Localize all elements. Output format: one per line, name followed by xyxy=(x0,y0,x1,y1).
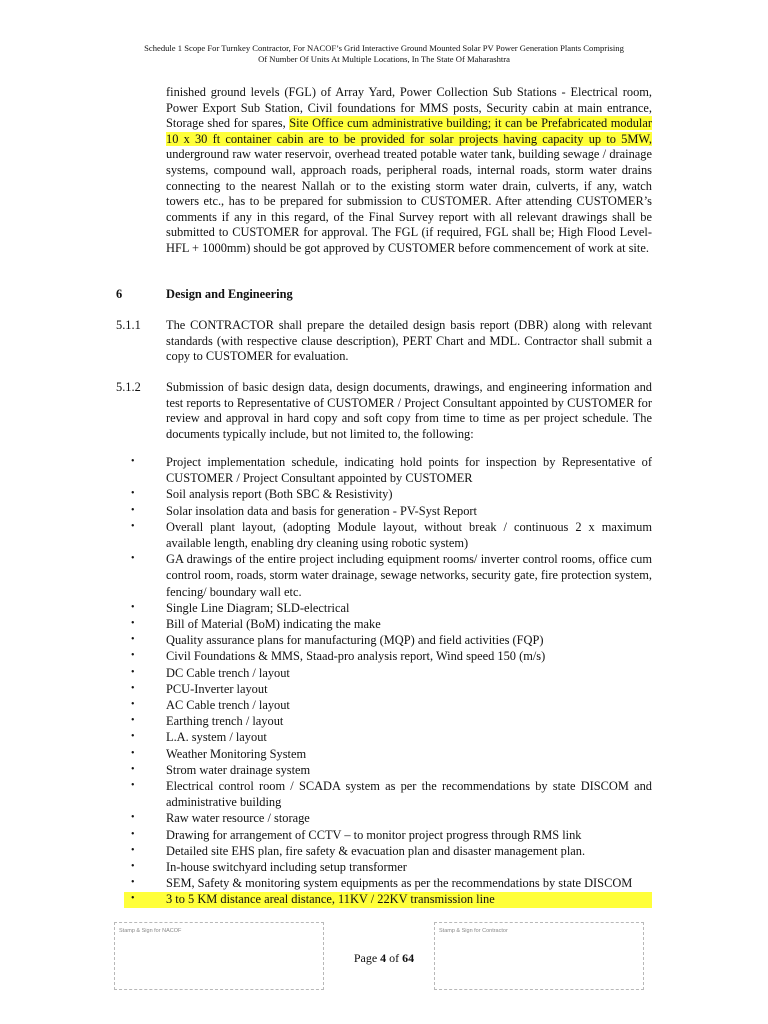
bullet-icon: • xyxy=(131,488,135,500)
bullet-icon: • xyxy=(131,601,135,613)
intro-highlight: Site Office cum administrative building; it can be Prefabricated modular 10 x 30 ft container cabin are to be provided for solar projects having capacity up to 5MW, xyxy=(166,116,652,146)
bullet-icon: • xyxy=(131,682,135,694)
stamp-caption-contractor: Stamp & Sign for Contractor xyxy=(439,928,508,934)
list-item-text: In-house switchyard including setup transformer xyxy=(166,860,407,875)
list-item xyxy=(0,486,652,502)
list-item xyxy=(0,503,652,519)
page-number xyxy=(0,951,768,966)
intro-paragraph xyxy=(166,85,652,257)
bullet-icon: • xyxy=(131,715,135,727)
list-item-text: GA drawings of the entire project including equipment rooms/ inverter control rooms, office cum control room, roads, storm water drainage, sewage networks, security gate, fire protection system, fencing/ boundary wall etc. xyxy=(166,552,652,599)
bullet-icon: • xyxy=(131,861,135,873)
list-item xyxy=(0,762,652,778)
list-item xyxy=(0,616,652,632)
clause-text: Submission of basic design data, design documents, drawings, and engineering information and test reports to Representative of CUSTOMER / Project Consultant appointed by CUSTOMER for review and approval in hard copy and soft copy from time to time as per project schedule. The documents typically include, but not limited to, the following: xyxy=(166,380,652,441)
list-item xyxy=(0,891,652,907)
section-title: Design and Engineering xyxy=(166,287,293,301)
list-item-text: Solar insolation data and basis for generation - PV-Syst Report xyxy=(166,503,477,518)
bullet-icon: • xyxy=(131,844,135,856)
list-item-text: Electrical control room / SCADA system as per the recommendations by state DISCOM and administrative building xyxy=(166,779,652,810)
list-item xyxy=(0,810,652,826)
bullet-icon: • xyxy=(131,699,135,711)
page-header xyxy=(100,43,668,65)
list-item xyxy=(0,600,652,616)
page-total: 64 xyxy=(402,951,415,965)
list-item-text: Soil analysis report (Both SBC & Resistivity) xyxy=(166,487,393,502)
list-item-text: SEM, Safety & monitoring system equipments as per the recommendations by state DISCOM xyxy=(166,876,633,891)
list-item-text: Strom water drainage system xyxy=(166,762,311,777)
page-current: 4 xyxy=(380,951,387,965)
list-item-text: Detailed site EHS plan, fire safety & evacuation plan and disaster management plan. xyxy=(166,843,586,858)
list-item-text: AC Cable trench / layout xyxy=(166,698,290,713)
bullet-icon: • xyxy=(131,877,135,889)
clause-text: The CONTRACTOR shall prepare the detailed design basis report (DBR) along with relevant standards (with respective clause description), PERT Chart and MDL. Contractor shall submit a copy to CUSTOMER for evaluation. xyxy=(166,318,652,364)
page-prefix: Page xyxy=(353,951,381,965)
list-item-text: Overall plant layout, (adopting Module layout, without break / continuous 2 x maximum available length, enabling dry cleaning using robotic system) xyxy=(166,519,652,551)
intro-text-1: finished ground levels (FGL) of Array Yard, Power Collection Sub Stations - Electrical room, Power Export Sub Station, Civil foundations for MMS posts, Security cabin at main entrance, Storage shed for spares, xyxy=(166,85,652,131)
bullet-icon: • xyxy=(131,504,135,516)
list-item xyxy=(0,454,652,486)
section-number: 6 xyxy=(116,287,123,301)
bullet-icon: • xyxy=(131,893,135,905)
list-item xyxy=(0,697,652,713)
list-item-text: Drawing for arrangement of CCTV – to monitor project progress through RMS link xyxy=(166,827,582,842)
document-list xyxy=(0,454,768,908)
list-item xyxy=(0,843,652,859)
list-item xyxy=(0,648,652,664)
list-item-text: Raw water resource / storage xyxy=(166,811,310,826)
list-item xyxy=(0,519,652,551)
list-item xyxy=(0,632,652,648)
bullet-icon: • xyxy=(131,634,135,646)
bullet-icon: • xyxy=(131,618,135,630)
list-item-text: Civil Foundations & MMS, Staad-pro analysis report, Wind speed 150 (m/s) xyxy=(166,649,546,664)
bullet-icon: • xyxy=(131,456,135,467)
list-item xyxy=(0,827,652,843)
list-item-text: Single Line Diagram; SLD-electrical xyxy=(166,600,350,615)
bullet-icon: • xyxy=(131,650,135,662)
list-item-text: L.A. system / layout xyxy=(166,730,267,745)
list-item-text: DC Cable trench / layout xyxy=(166,665,290,680)
header-line-2: Of Number Of Units At Multiple Locations, In The State Of Maharashtra xyxy=(258,54,510,64)
list-item-text: 3 to 5 KM distance areal distance, 11KV / 22KV transmission line xyxy=(166,892,495,907)
bullet-icon: • xyxy=(131,553,135,565)
list-item xyxy=(0,859,652,875)
bullet-icon: • xyxy=(131,763,135,775)
list-item-text: Weather Monitoring System xyxy=(166,746,307,761)
clause-number: 5.1.1 xyxy=(116,318,141,332)
list-item xyxy=(0,713,652,729)
list-item-text: Quality assurance plans for manufacturing (MQP) and field activities (FQP) xyxy=(166,633,544,648)
page-of: of xyxy=(386,951,403,965)
list-item xyxy=(0,681,652,697)
bullet-icon: • xyxy=(131,828,135,840)
bullet-icon: • xyxy=(131,666,135,678)
bullet-icon: • xyxy=(131,747,135,759)
intro-text-2: underground raw water reservoir, overhead treated potable water tank, building sewage / drainage systems, compound wall, approach roads, peripheral roads, internal roads, storm water drains connecting to the nearest Nallah or to the existing storm water drain, culverts, if any, watch towers etc., has to be prepared for submission to CUSTOMER. After attending CUSTOMER’s comments if any in this regard, of the Final Survey report with all relevant drawings shall be submitted to CUSTOMER for approval. The FGL (if required, FGL shall be; High Flood Level-HFL + 1000mm) should be got approved by CUSTOMER before commencement of work at site. xyxy=(166,147,652,255)
list-item xyxy=(0,551,652,600)
list-item-text: Earthing trench / layout xyxy=(166,714,284,729)
list-item-text: Project implementation schedule, indicating hold points for inspection by Representative of CUSTOMER / Project Consultant appointed by CUSTOMER xyxy=(166,455,652,486)
header-line-1: Schedule 1 Scope For Turnkey Contractor, For NACOF’s Grid Interactive Ground Mounted Solar PV Power Generation Plants Comprising xyxy=(144,43,624,53)
stamp-caption-nacof: Stamp & Sign for NACOF xyxy=(119,928,182,934)
list-item xyxy=(0,746,652,762)
list-item xyxy=(0,778,652,810)
list-item xyxy=(0,875,652,891)
bullet-icon: • xyxy=(131,731,135,743)
clause-number: 5.1.2 xyxy=(116,380,141,394)
list-item-text: PCU-Inverter layout xyxy=(166,681,268,696)
bullet-icon: • xyxy=(131,520,135,532)
list-item-text: Bill of Material (BoM) indicating the make xyxy=(166,617,381,632)
list-item xyxy=(0,729,652,745)
bullet-icon: • xyxy=(131,812,135,824)
bullet-icon: • xyxy=(131,780,135,792)
list-item xyxy=(0,665,652,681)
